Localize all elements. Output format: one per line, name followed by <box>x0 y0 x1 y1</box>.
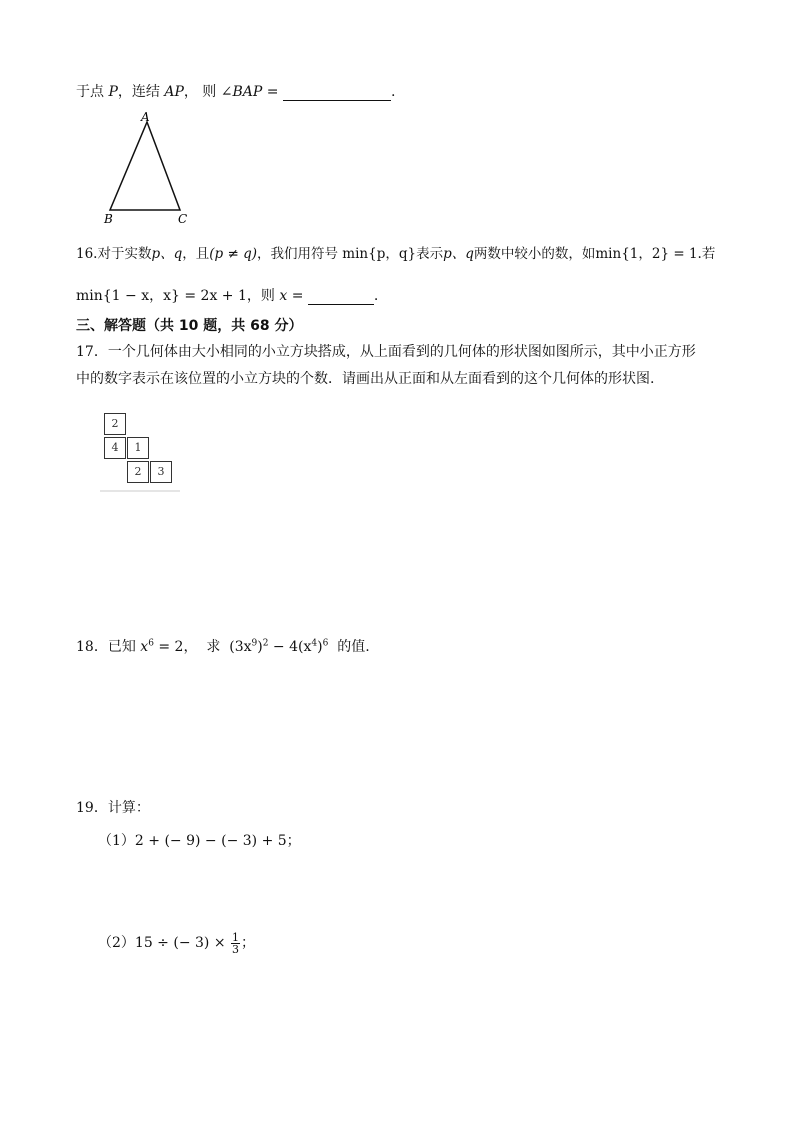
q16-equation: min{1 − x，x} = 2x + 1 <box>76 288 247 304</box>
q18-tail: 的值. <box>337 639 370 655</box>
q16-line1 <box>76 245 715 263</box>
q16-text: ，且 <box>182 246 210 262</box>
triangle-label-c: C <box>178 212 188 226</box>
grid-cell: 3 <box>150 461 172 483</box>
q15-angle-expr: ∠BAP = <box>220 84 279 100</box>
q18-number: 18．已知 <box>76 639 136 655</box>
q15-answer-blank[interactable] <box>283 86 391 101</box>
q16-line2 <box>76 287 378 305</box>
q15-var-ap: AP <box>164 84 184 100</box>
q16-end: . <box>373 288 379 304</box>
grid-cell: 2 <box>104 413 126 435</box>
q15-var-p: P <box>108 84 118 100</box>
q16-text: 对于实数 <box>97 246 152 262</box>
triangle-label-b: B <box>104 212 113 226</box>
triangle-figure <box>100 110 195 228</box>
grid-cell: 2 <box>127 461 149 483</box>
q19-part2-label: （2） <box>98 935 135 951</box>
grid-shadow <box>100 490 180 492</box>
q16-condition: (p ≠ q) <box>209 246 257 262</box>
section3-title: 三、解答题（共 10 题，共 68 分） <box>76 318 303 334</box>
q16-var-x: x = <box>279 288 304 304</box>
q19-title: 19．计算： <box>76 800 150 816</box>
q18-given-rhs: = 2， <box>153 639 198 655</box>
q16-number: 16. <box>76 246 98 262</box>
q18-expr-exp: 4 <box>311 638 318 649</box>
q18-expr-exp: 9 <box>251 638 258 649</box>
fraction-numerator: 1 <box>232 930 240 944</box>
q18-given-base: x <box>140 639 149 655</box>
q18-line <box>76 638 370 656</box>
fraction-denominator: 3 <box>232 942 240 956</box>
q18-expr: ) <box>257 639 263 655</box>
q19-part1-expr: 2 + (− 9) − (− 3) + 5； <box>134 833 301 849</box>
q18-expr: (3x <box>229 639 252 655</box>
q19-part2 <box>98 930 255 956</box>
triangle-shape <box>110 122 180 210</box>
q19-part1 <box>98 832 301 850</box>
q18-given-exp: 6 <box>148 638 154 649</box>
q15-end: . <box>390 84 396 100</box>
q15-text: ， 则 <box>183 84 217 100</box>
q16-text: 表示 <box>416 246 444 262</box>
q16-text: ，我们用符号 <box>257 246 338 262</box>
q18-expr-exp: 6 <box>322 638 329 649</box>
grid-cell: 4 <box>104 437 126 459</box>
q18-expr: ) <box>317 639 323 655</box>
q16-text: .若 <box>697 246 716 262</box>
q16-answer-blank[interactable] <box>308 290 374 305</box>
q16-vars: p、q <box>151 246 183 262</box>
q16-text: ，则 <box>246 288 275 304</box>
q18-expr-exp: 2 <box>262 638 269 649</box>
q15-text: 于点 <box>76 84 104 100</box>
triangle-label-a: A <box>141 110 150 124</box>
q19-fraction <box>231 932 240 955</box>
q17-line1: 17．一个几何体由大小相同的小立方块搭成，从上面看到的几何体的形状图如图所示，其中小正方形 <box>76 344 696 360</box>
q19-part1-label: （1） <box>98 833 135 849</box>
q18-expr: − 4(x <box>268 639 312 655</box>
q18-ask: 求 <box>206 639 221 655</box>
q19-part2-end: ； <box>241 935 256 951</box>
q19-part2-expr: 15 ÷ (− 3) × <box>134 935 226 951</box>
q16-text: 两数中较小的数，如 <box>473 246 596 262</box>
q16-example: min{1，2} = 1 <box>595 246 698 262</box>
q16-min-symbol: min{p，q} <box>342 246 417 262</box>
q16-vars: p、q <box>443 246 474 262</box>
grid-cell: 1 <box>127 437 149 459</box>
q17-line2: 中的数字表示在该位置的小立方块的个数．请画出从正面和从左面看到的这个几何体的形状图. <box>76 371 655 387</box>
q15-text: ，连结 <box>117 84 160 100</box>
q15-tail-line <box>76 83 395 101</box>
